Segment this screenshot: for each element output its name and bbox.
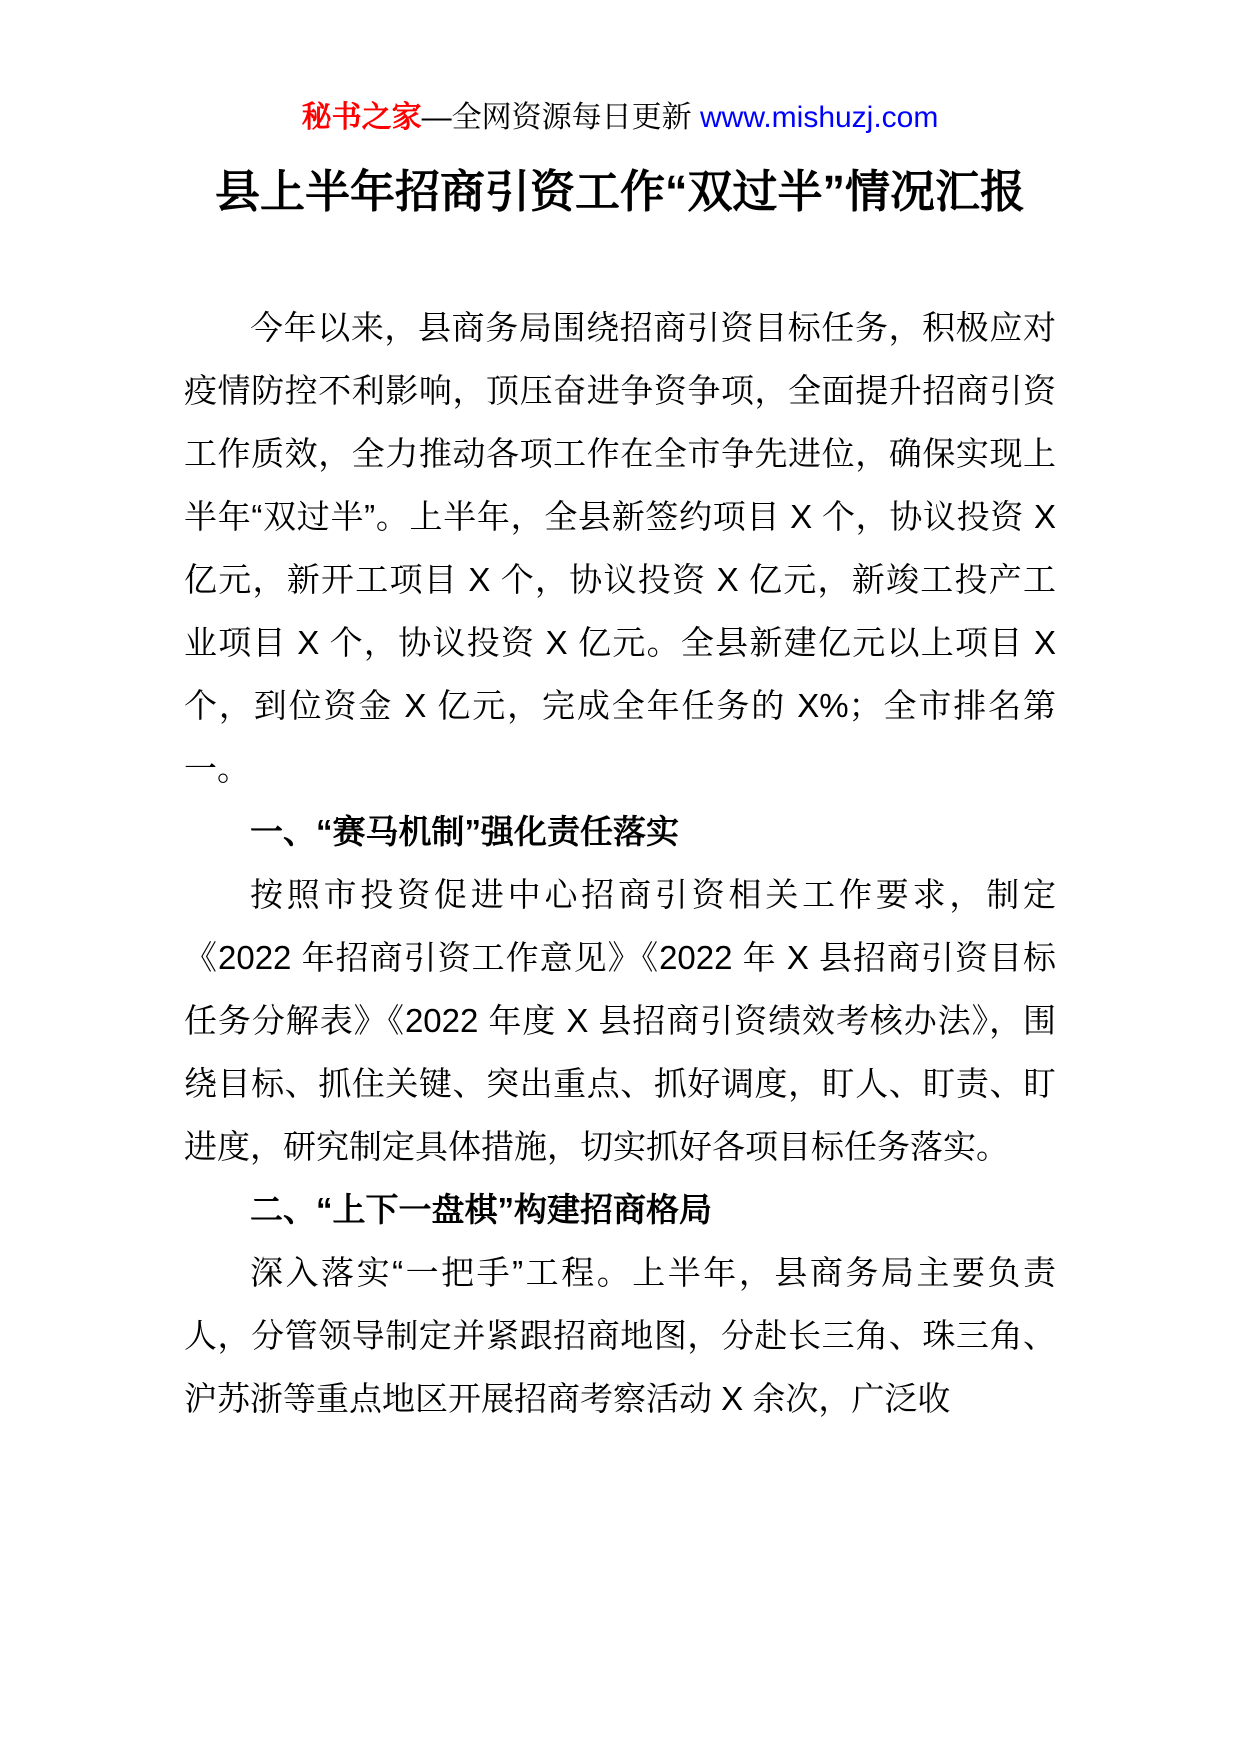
paragraph-section-1: 按照市投资促进中心招商引资相关工作要求，制定《2022 年招商引资工作意见》《2022 年 X 县招商引资目标任务分解表》《2022 年度 X 县招商引资绩效考核办法》，围绕目标、抓住关键、突出重点、抓好调度，盯人、盯责、盯进度，研究制定具体措施，切实抓好各项目标任务落实。 [184,876,1056,1165]
brand-name: 秘书之家 [301,101,422,134]
section-heading-1: 一、“赛马机制”强化责任落实 [250,813,679,850]
site-header [0,0,1240,138]
paragraph-overview: 今年以来，县商务局围绕招商引资目标任务，积极应对疫情防控不利影响，顶压奋进争资争项，全面提升招商引资工作质效，全力推动各项工作在全市争先进位，确保实现上半年“双过半”。上半年，全县新签约项目 X 个，协议投资 X 亿元，新开工项目 X 个，协议投资 X 亿元，新竣工投产工业项目 X 个，协议投资 X 亿元。全县新建亿元以上项目 X 个，到位资金 X 亿元，完成全年任务的 X%；全市排名第一。 [184,309,1056,787]
site-url-link[interactable]: www.mishuzj.com [699,101,939,134]
section-heading-2: 二、“上下一盘棋”构建招商格局 [250,1191,712,1228]
paragraph-section-2: 深入落实“一把手”工程。上半年，县商务局主要负责人，分管领导制定并紧跟招商地图，分赴长三角、珠三角、沪苏浙等重点地区开展招商考察活动 X 余次，广泛收 [184,1254,1056,1417]
document-title: 县上半年招商引资工作“双过半”情况汇报 [214,166,1025,217]
header-tagline: —全网资源每日更新 [421,101,700,134]
document-body [184,296,1056,1430]
